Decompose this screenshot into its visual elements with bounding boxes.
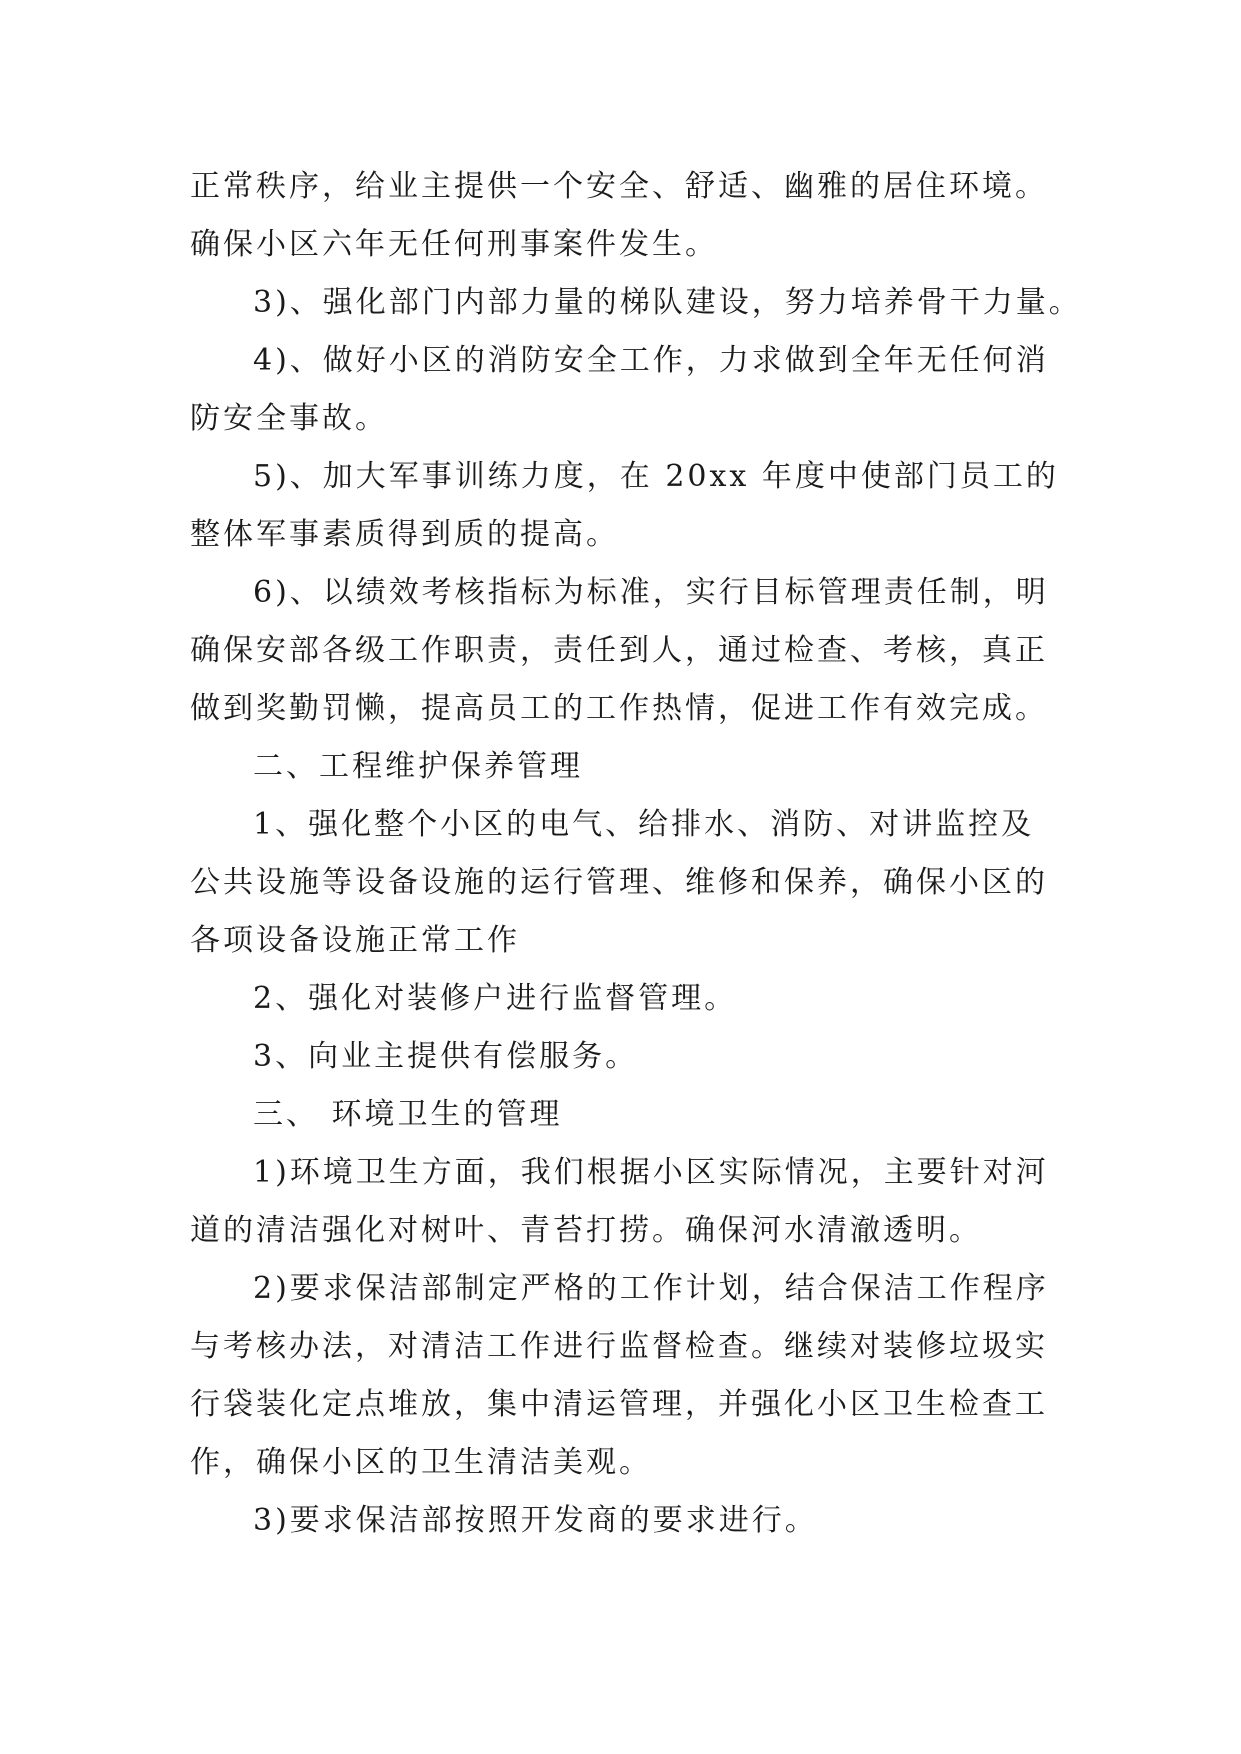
list-item-security-3: 3)、强化部门内部力量的梯队建设，努力培养骨干力量。: [253, 285, 1082, 320]
list-item-sanitation-1: 1)环境卫生方面，我们根据小区实际情况，主要针对河: [253, 1155, 1049, 1190]
text-line: 与考核办法，对清洁工作进行监督检查。继续对装修垃圾实: [190, 1329, 1048, 1364]
text-line: 行袋装化定点堆放，集中清运管理，并强化小区卫生检查工: [190, 1387, 1048, 1422]
list-item-security-4: 4)、做好小区的消防安全工作，力求做到全年无任何消: [253, 343, 1049, 378]
section-heading-sanitation: 三、 环境卫生的管理: [253, 1097, 563, 1132]
text-line: 防安全事故。: [190, 401, 388, 436]
text-line: 公共设施等设备设施的运行管理、维修和保养，确保小区的: [190, 865, 1048, 900]
text-line: 整体军事素质得到质的提高。: [190, 517, 619, 552]
list-item-sanitation-2: 2)要求保洁部制定严格的工作计划，结合保洁工作程序: [253, 1271, 1049, 1306]
list-item-security-5: 5)、加大军事训练力度，在 20xx 年度中使部门员工的: [253, 459, 1059, 494]
list-item-sanitation-3: 3)要求保洁部按照开发商的要求进行。: [253, 1503, 818, 1538]
list-item-engineering-1: 1、强化整个小区的电气、给排水、消防、对讲监控及: [253, 807, 1035, 842]
section-heading-engineering: 二、工程维护保养管理: [253, 749, 583, 784]
document-body: [190, 158, 1082, 1550]
list-item-security-6: 6)、以绩效考核指标为标准，实行目标管理责任制，明: [253, 575, 1049, 610]
list-item-engineering-2: 2、强化对装修户进行监督管理。: [253, 981, 738, 1016]
text-line: 正常秩序，给业主提供一个安全、舒适、幽雅的居住环境。: [190, 169, 1048, 204]
list-item-engineering-3: 3、向业主提供有偿服务。: [253, 1039, 639, 1074]
text-line: 确保小区六年无任何刑事案件发生。: [190, 227, 718, 262]
text-line: 做到奖勤罚懒，提高员工的工作热情，促进工作有效完成。: [190, 691, 1048, 726]
text-line: 确保安部各级工作职责，责任到人，通过检查、考核，真正: [190, 633, 1048, 668]
text-line: 各项设备设施正常工作: [190, 923, 520, 958]
text-line: 作，确保小区的卫生清洁美观。: [190, 1445, 652, 1480]
text-line: 道的清洁强化对树叶、青苔打捞。确保河水清澈透明。: [190, 1213, 982, 1248]
